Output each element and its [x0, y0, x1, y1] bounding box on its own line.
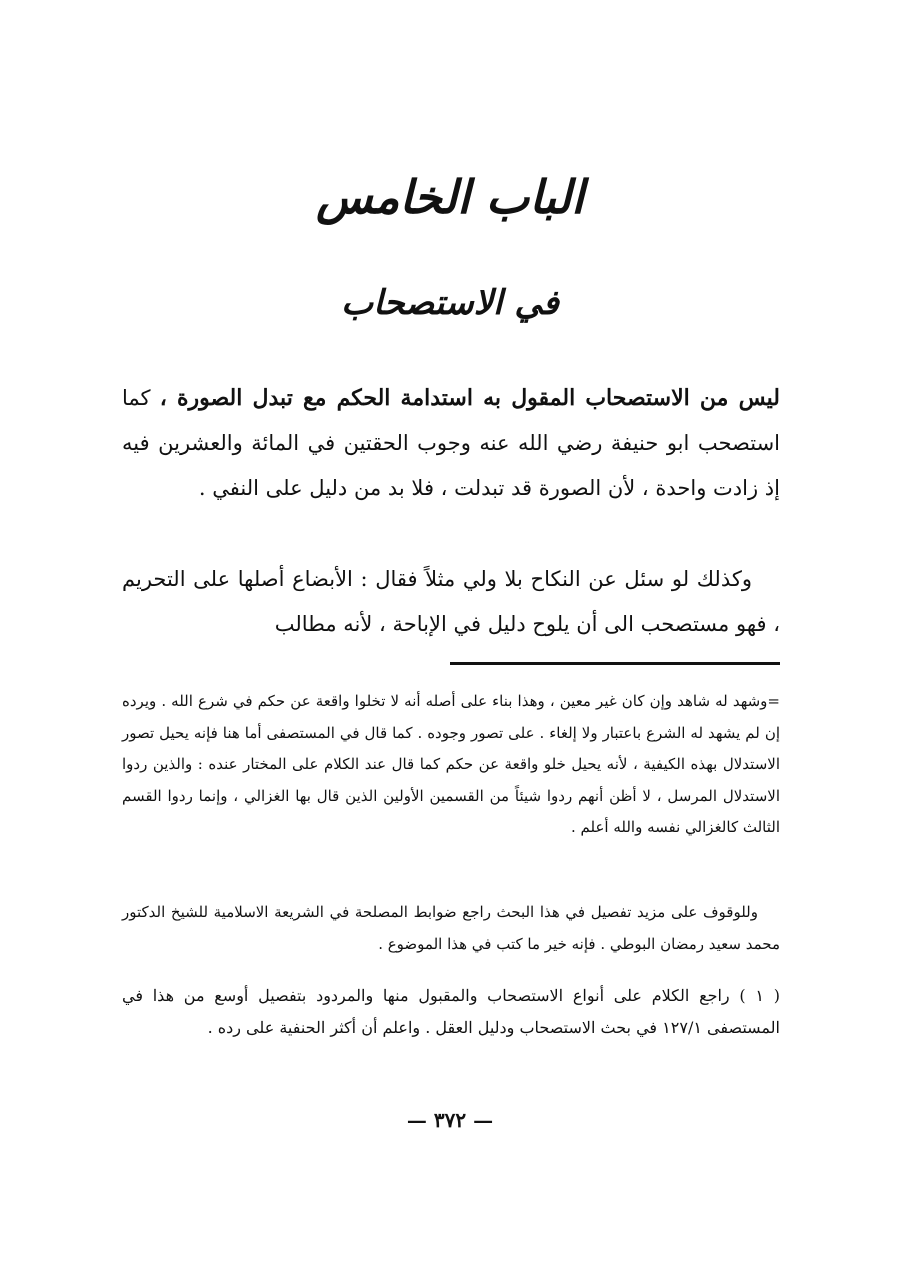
- page-number: — ٣٧٢ —: [406, 1108, 494, 1132]
- footnote-1: ( ١ ) راجع الكلام على أنواع الاستصحاب والمقبول منها والمردود بتفصيل أوسع من هذا في المستصفى ١٢٧/١ في بحث الاستصحاب ودليل العقل . واعلم أن أكثر الحنفية على رده .: [122, 986, 781, 1037]
- body-paragraph-1: [122, 376, 780, 511]
- paragraph-text: كما استصحب ابو حنيفة رضي الله عنه وجوب الحقتين في المائة والعشرين فيه إذ زادت واحدة ، لأن الصورة قد تبدلت ، فلا بد من دليل على النفي .: [122, 386, 780, 500]
- section-title: في الاستصحاب: [341, 283, 559, 323]
- footnote-reference-note: وللوقوف على مزيد تفصيل في هذا البحث راجع ضوابط المصلحة في الشريعة الاسلامية للشيخ الدكتور محمد سعيد رمضان البوطي . فإنه خير ما كتب في هذا الموضوع .: [122, 903, 780, 953]
- footnote-separator: [450, 662, 780, 665]
- chapter-title: الباب الخامس: [316, 170, 584, 224]
- body-paragraph-2: وكذلك لو سئل عن النكاح بلا ولي مثلاً فقال : الأبضاع أصلها على التحريم ، فهو مستصحب الى أن يلوح دليل في الإباحة ، لأنه مطالب: [122, 567, 780, 636]
- footnote-continued: =وشهد له شاهد وإن كان غير معين ، وهذا بناء على أصله أنه لا تخلوا واقعة عن حكم في شرع الله . ويرده إن لم يشهد له الشرع باعتبار ولا إلغاء . على تصور وجوده . كما قال في المستصفى أما هنا فإنه يحيل تصور الاستدلال بهذه الكيفية ، لأنه يحيل خلو واقعة عن حكم كما قال عند الكلام على المختار عنده : والذين ردوا الاستدلال المرسل ، لا أظن أنهم ردوا شيئاً من القسمين الأولين الذين قال بها الغزالي ، وإنما ردوا القسم الثالث كالغزالي نفسه والله أعلم .: [122, 692, 780, 836]
- paragraph-lead-sentence: ليس من الاستصحاب المقول به استدامة الحكم مع تبدل الصورة ،: [159, 385, 780, 411]
